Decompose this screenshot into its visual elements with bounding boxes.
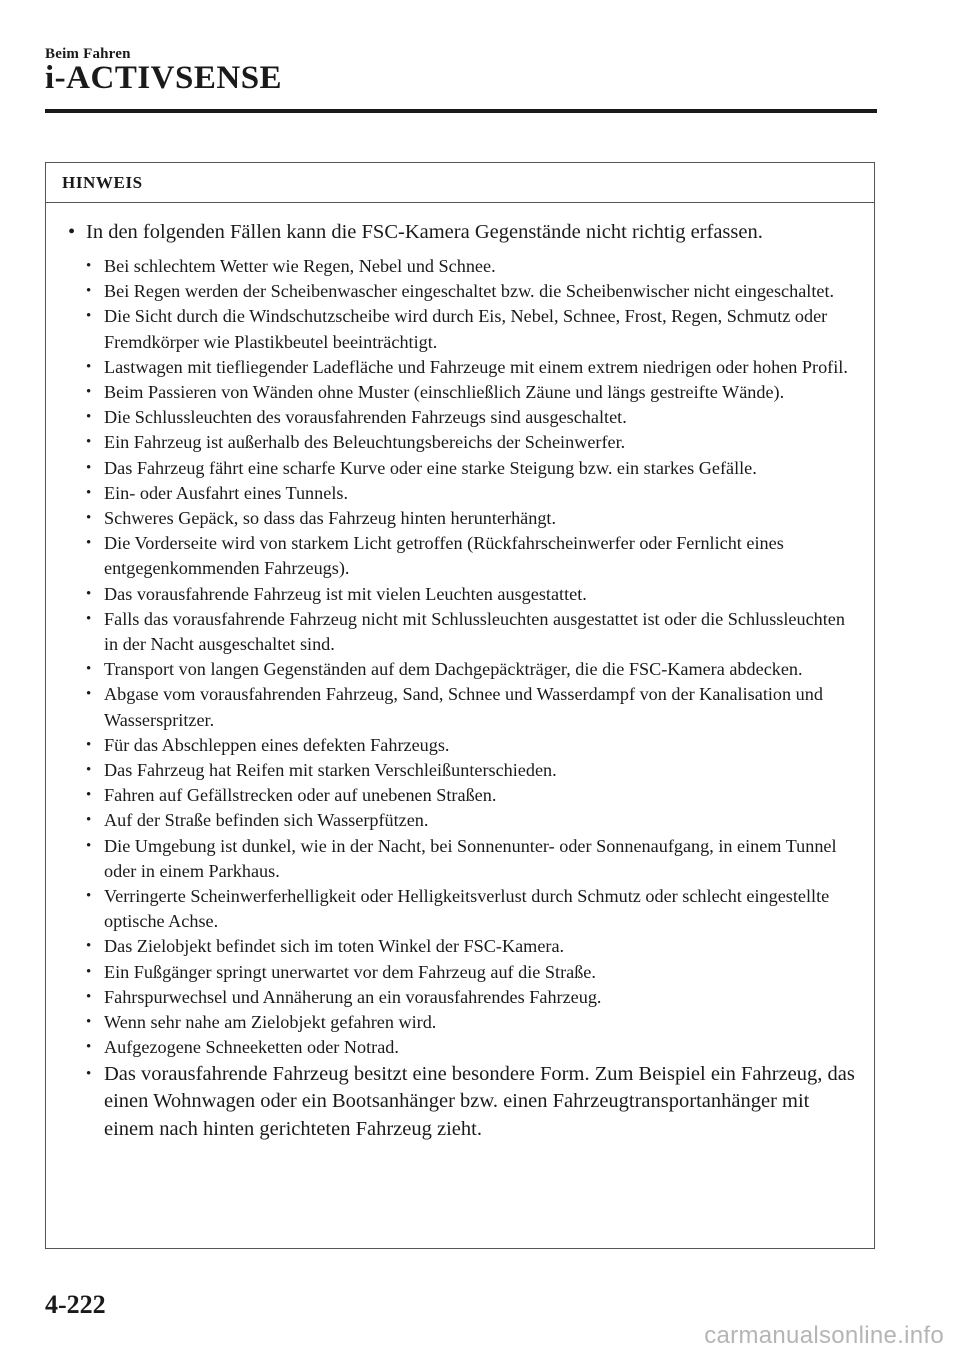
list-item [86, 531, 862, 581]
note-heading: HINWEIS [46, 163, 874, 203]
bullet-icon: • [86, 686, 92, 703]
list-item [86, 1061, 862, 1144]
list-item [86, 1010, 862, 1035]
list-item-text: Beim Passieren von Wänden ohne Muster (einschließlich Zäune und längs gestreifte Wände). [104, 382, 785, 403]
list-item [86, 758, 862, 783]
bullet-icon: • [86, 787, 92, 804]
list-item-text: Das Zielobjekt befindet sich im toten Winkel der FSC-Kamera. [104, 936, 565, 957]
bullet-icon: • [86, 510, 92, 527]
bullet-icon: • [86, 1039, 92, 1056]
bullet-icon: • [86, 938, 92, 955]
list-item [86, 985, 862, 1010]
bullet-icon: • [86, 459, 92, 476]
list-item-text: Ein- oder Ausfahrt eines Tunnels. [104, 482, 348, 503]
page-number: 4-222 [45, 1290, 106, 1319]
list-item [86, 456, 862, 481]
bullet-icon: • [86, 661, 92, 678]
bullet-icon: • [86, 762, 92, 779]
list-item [86, 834, 862, 884]
list-item [86, 481, 862, 506]
lead-item [68, 219, 862, 245]
list-item [86, 405, 862, 430]
bullet-icon: • [86, 1065, 92, 1082]
list-item-text: Ein Fahrzeug ist außerhalb des Beleuchtungsbereichs der Scheinwerfer. [104, 432, 626, 453]
list-item [86, 304, 862, 354]
list-item [86, 934, 862, 959]
bullet-icon: • [86, 1014, 92, 1031]
list-item [86, 657, 862, 682]
bullet-icon: • [86, 409, 92, 426]
list-item-text: Die Sicht durch die Windschutzscheibe wird durch Eis, Nebel, Schnee, Frost, Regen, Schmutz oder Fremdkörper wie Plastikbeutel beeinträchtigt. [104, 306, 828, 352]
list-item-text: Auf der Straße befinden sich Wasserpfützen. [104, 810, 429, 831]
page-title: i-ACTIVSENSE [45, 60, 283, 96]
bullet-icon: • [86, 535, 92, 552]
list-item-text: Bei schlechtem Wetter wie Regen, Nebel und Schnee. [104, 256, 496, 276]
list-item-text: Fahrspurwechsel und Annäherung an ein vorausfahrendes Fahrzeug. [104, 986, 602, 1007]
watermark: carmanualsonline.info [704, 1322, 944, 1349]
list-item [86, 355, 862, 380]
bullet-icon: • [86, 258, 92, 274]
list-item-text: Lastwagen mit tiefliegender Ladefläche und Fahrzeuge mit einem extrem niedrigen oder hohen Profil. [104, 356, 848, 377]
list-item [86, 960, 862, 985]
bullet-icon: • [86, 585, 92, 602]
list-item-text: Falls das vorausfahrende Fahrzeug nicht mit Schlussleuchten ausgestattet ist oder die Schlussleuchten in der Nacht ausgeschaltet sind. [104, 608, 845, 655]
list-item-text: Bei Regen werden der Scheibenwascher eingeschaltet bzw. die Scheibenwischer nicht eingeschaltet. [104, 281, 835, 302]
bullet-icon: • [86, 358, 92, 375]
note-box [45, 162, 875, 1249]
note-body [46, 203, 874, 1143]
list-item-text: Verringerte Scheinwerferhelligkeit oder Helligkeitsverlust durch Schmutz oder schlecht eingestellte optische Achse. [104, 886, 830, 932]
list-item [86, 733, 862, 758]
bullet-icon: • [68, 221, 76, 243]
list-item-text: Wenn sehr nahe am Zielobjekt gefahren wird. [104, 1012, 437, 1033]
bullet-icon: • [86, 484, 92, 501]
list-item-text: Das vorausfahrende Fahrzeug ist mit vielen Leuchten ausgestattet. [104, 583, 587, 604]
list-item-text: Aufgezogene Schneeketten oder Notrad. [104, 1037, 399, 1058]
bullet-icon: • [86, 283, 92, 300]
list-item-text: Das Fahrzeug fährt eine scharfe Kurve oder eine starke Steigung bzw. ein starkes Gefälle. [104, 457, 757, 478]
bullet-icon: • [86, 837, 92, 854]
lead-text: In den folgenden Fällen kann die FSC-Kamera Gegenstände nicht richtig erfassen. [86, 221, 763, 243]
list-item-text: Ein Fußgänger springt unerwartet vor dem Fahrzeug auf die Straße. [104, 961, 596, 982]
list-item [86, 884, 862, 934]
list-item-text: Die Umgebung ist dunkel, wie in der Nacht, bei Sonnenunter- oder Sonnenaufgang, in einem Tunnel oder in einem Parkhaus. [104, 835, 837, 881]
list-item-text: Transport von langen Gegenständen auf dem Dachgepäckträger, die die FSC-Kamera abdecken. [104, 659, 803, 680]
condition-list [68, 254, 862, 1143]
list-item [86, 1035, 862, 1060]
list-item [86, 430, 862, 455]
list-item-text: Das vorausfahrende Fahrzeug besitzt eine besondere Form. Zum Beispiel ein Fahrzeug, das einen Wohnwagen oder ein Bootsanhänger bzw. einen Fahrzeugtransportanhänger mit einem nach hinten gerichteten Fahrzeug zieht. [104, 1062, 855, 1140]
list-item [86, 808, 862, 833]
list-item [86, 682, 862, 732]
bullet-icon: • [86, 384, 92, 401]
bullet-icon: • [86, 812, 92, 829]
bullet-icon: • [86, 736, 92, 753]
list-item [86, 279, 862, 304]
bullet-icon: • [86, 888, 92, 905]
list-item [86, 506, 862, 531]
list-item [86, 607, 862, 657]
list-item-text: Fahren auf Gefällstrecken oder auf unebenen Straßen. [104, 785, 497, 806]
list-item [86, 783, 862, 808]
bullet-icon: • [86, 308, 92, 325]
list-item [86, 582, 862, 607]
section-label: Beim Fahren [45, 46, 131, 62]
list-item-text: Abgase vom vorausfahrenden Fahrzeug, Sand, Schnee und Wasserdampf von der Kanalisation und Wasserspritzer. [104, 684, 823, 730]
list-item-text: Die Vorderseite wird von starkem Licht getroffen (Rückfahrscheinwerfer oder Fernlicht eines entgegenkommenden Fahrzeugs). [104, 533, 784, 579]
list-item [86, 254, 862, 279]
bullet-icon: • [86, 610, 92, 627]
bullet-icon: • [86, 963, 92, 980]
bullet-icon: • [86, 988, 92, 1005]
bullet-icon: • [86, 434, 92, 451]
list-item-text: Das Fahrzeug hat Reifen mit starken Verschleißunterschieden. [104, 760, 557, 781]
list-item-text: Für das Abschleppen eines defekten Fahrzeugs. [104, 734, 450, 755]
list-item-text: Schweres Gepäck, so dass das Fahrzeug hinten herunterhängt. [104, 508, 557, 529]
list-item-text: Die Schlussleuchten des vorausfahrenden Fahrzeugs sind ausgeschaltet. [104, 407, 627, 428]
list-item [86, 380, 862, 405]
header-divider [45, 109, 877, 113]
